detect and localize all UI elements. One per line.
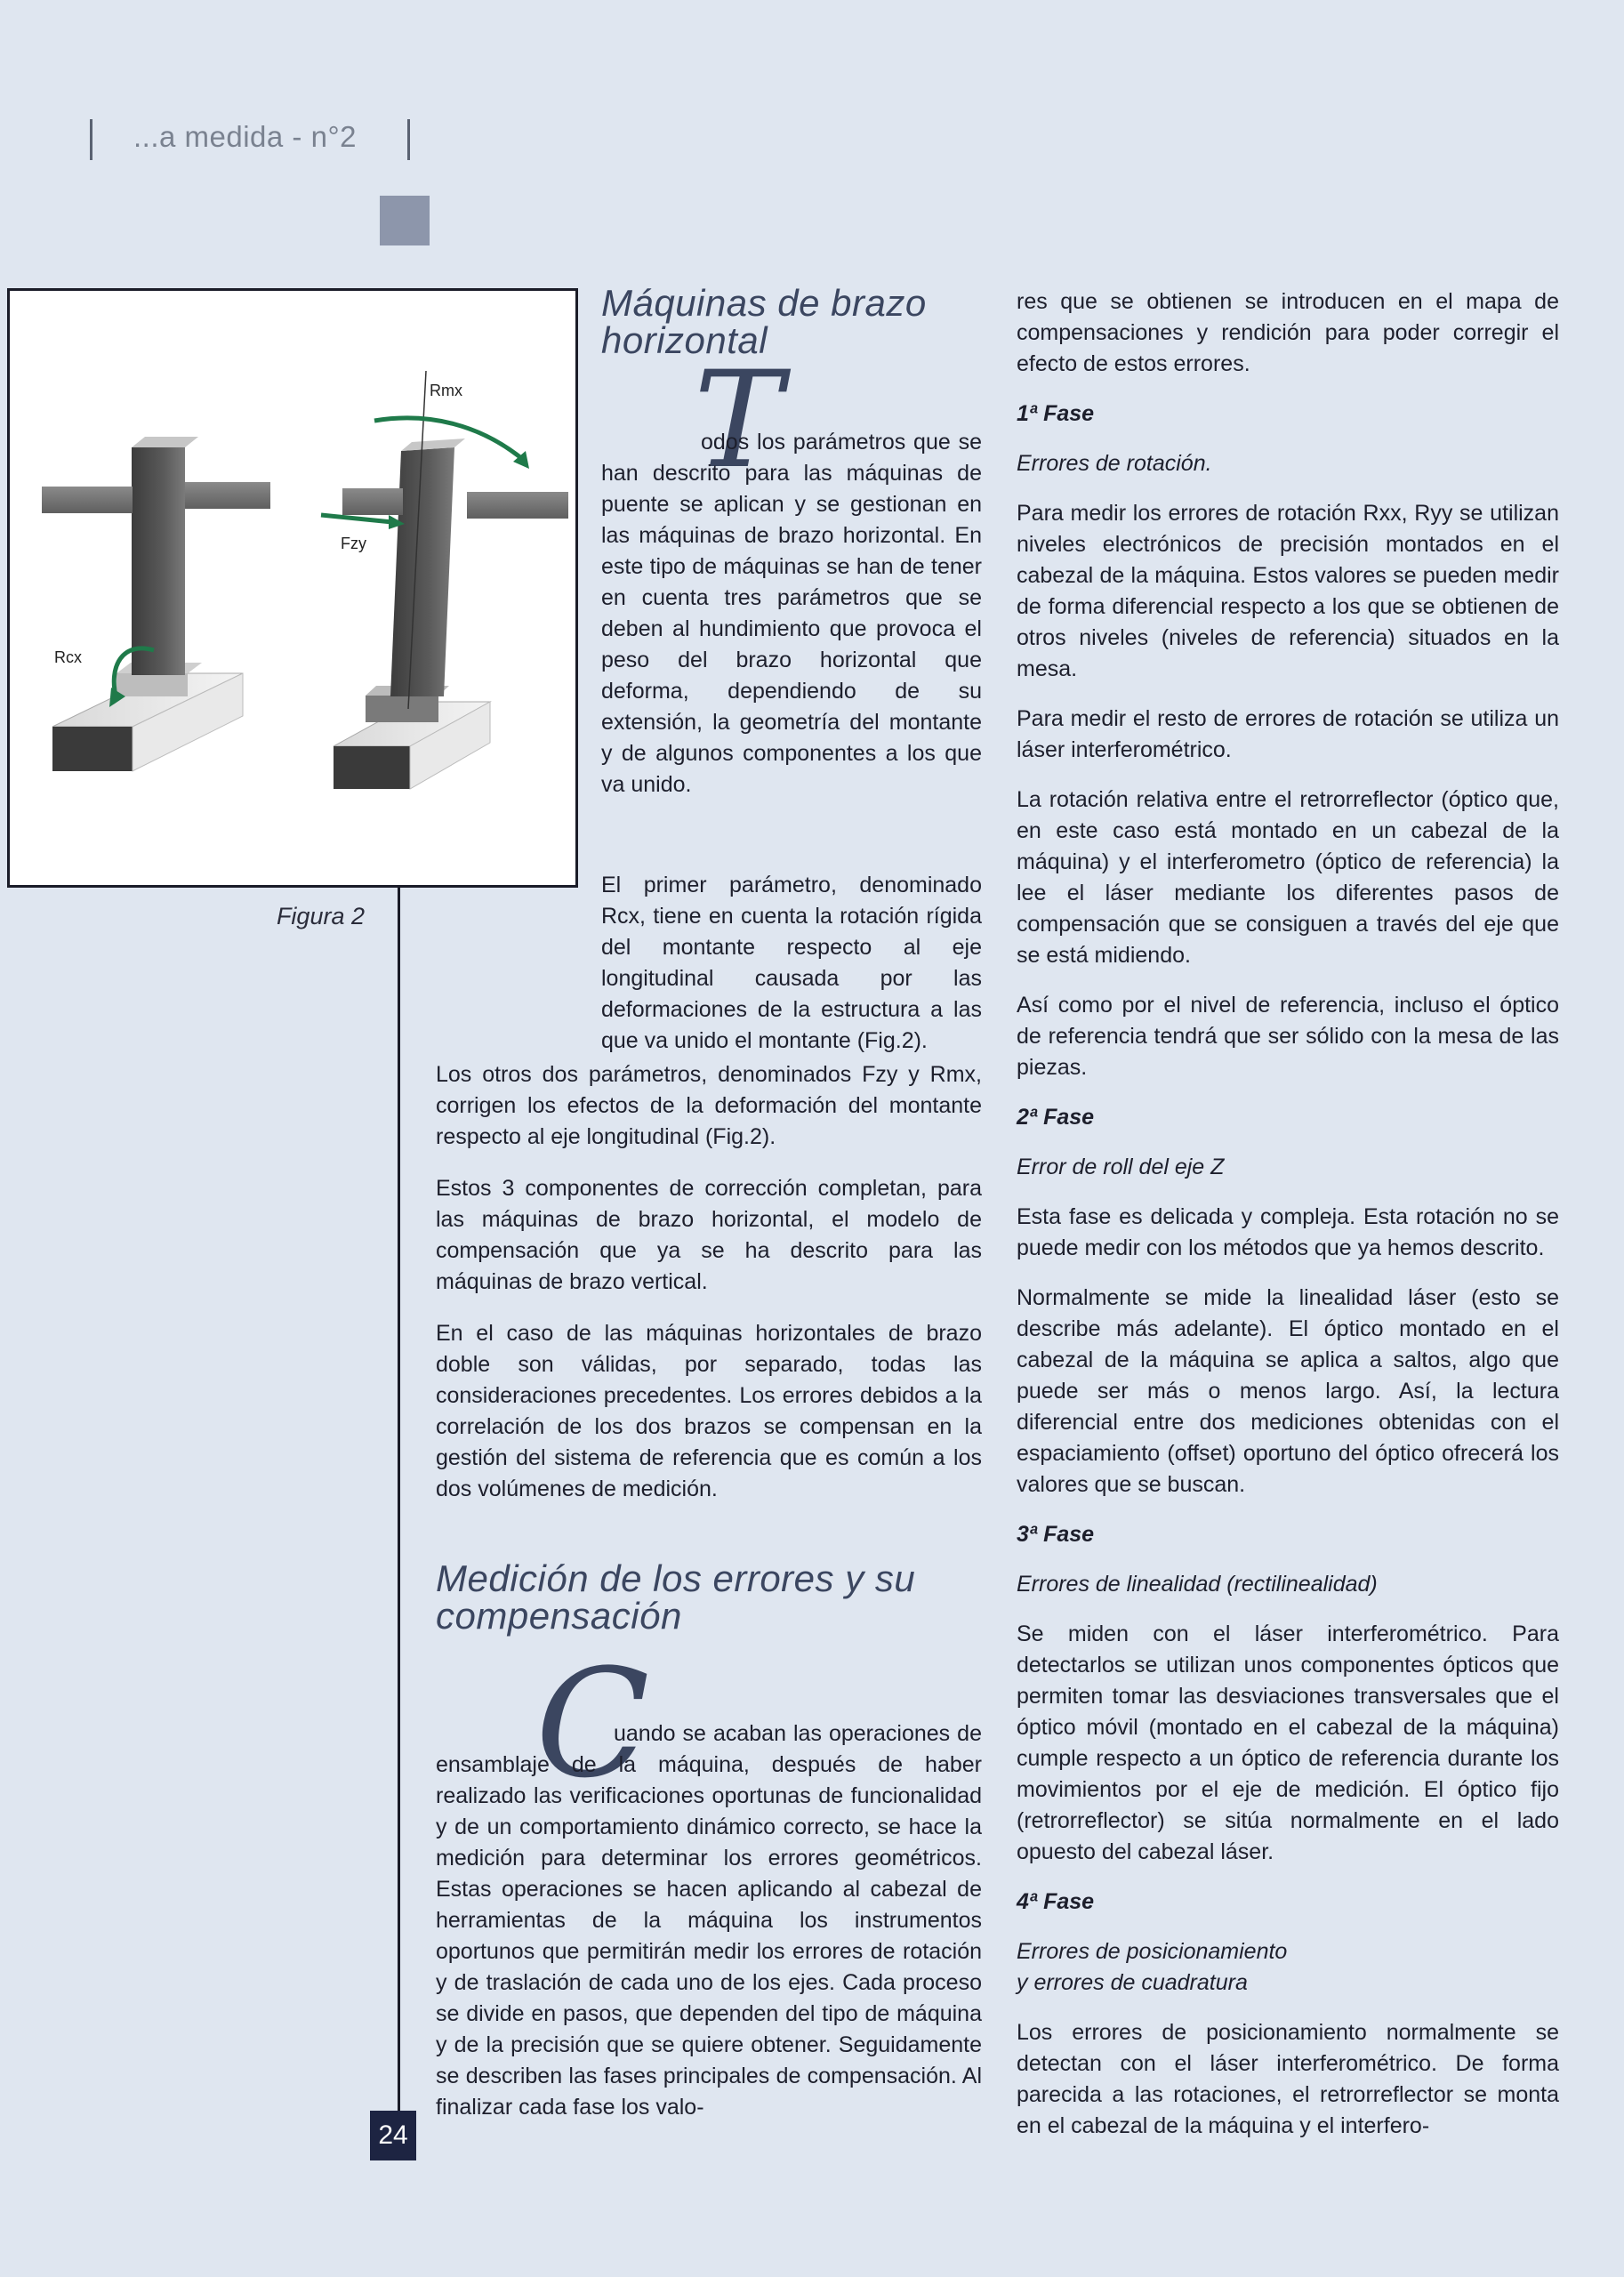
phase-2-p1: Esta fase es delicada y compleja. Esta rotación no se puede medir con los métodos que ya hemos descrito. (1017, 1204, 1559, 1260)
header-rule-left (90, 119, 92, 160)
phase-1-label: 1ª Fase (1017, 401, 1095, 426)
label-fzy: Fzy (341, 535, 366, 552)
phase-1-p2: Para medir el resto de errores de rotación se utiliza un láser interferométrico. (1017, 706, 1559, 762)
section1-p3: Estos 3 componentes de corrección completan, para las máquinas de brazo horizontal, el modelo de compensación que ya se ha descrito para las máquinas de brazo vertical. (436, 1176, 982, 1294)
section1-p1-start (601, 870, 982, 1057)
phase-1-p3: La rotación relativa entre el retrorreflector (óptico que, en este caso está montado en un cabezal de la máquina) y el interferometro (óptico de referencia) la lee el láser mediante los diferentes pasos de compensación que se consiguen a través del eje que se está midiendo. (1017, 787, 1559, 968)
section1-p2: Los otros dos parámetros, denominados Fzy y Rmx, corrigen los efectos de la deformación del montante respecto al eje longitudinal (Fig.2). (436, 1062, 982, 1149)
phase-2-label: 2ª Fase (1017, 1105, 1095, 1130)
section1-intro: odos los parámetros que se han descrito para las máquinas de puente se aplican y se gestionan en las máquinas de brazo horizontal. En este tipo de máquinas se han de tener en cuenta tres parámetros que se deben al hundimiento que provoca el peso del brazo horizontal que deforma, dependiendo de su extensión, la geometría del montante y de algunos componentes a los que va unido. (601, 430, 982, 797)
running-title: ...a medida - n°2 (133, 120, 357, 153)
phase-4-p1: Los errores de posicionamiento normalmente se detectan con el láser interferométrico. De forma parecida a las rotaciones, el retrorreflector se monta en el cabezal de la máquina y el interfero- (1017, 2020, 1559, 2138)
phase-1-p4: Así como por el nivel de referencia, incluso el óptico de referencia tendrá que ser sólido con la mesa de las piezas. (1017, 993, 1559, 1080)
fzy-arrow (321, 515, 392, 522)
right-column (1017, 286, 1559, 2160)
phase-3-subtitle: Errores de linealidad (rectilinealidad) (1017, 1572, 1378, 1597)
phase-3-label: 3ª Fase (1017, 1522, 1095, 1547)
machine-deformation-illustration (10, 291, 575, 885)
label-rmx: Rmx (430, 382, 462, 399)
page-number: 24 (370, 2111, 416, 2160)
left-machine (42, 437, 270, 771)
section-title-brazo-horizontal: Máquinas de brazo horizontal (601, 282, 927, 361)
phase-3-p1: Se miden con el láser interferométrico. Para detectarlos se utilizan unos componentes ópticos que permiten tomar las desviaciones transversales que el óptico móvil (montado en el cabezal de la máquina) cumple respecto a un óptico de referencia durante los movimientos por el eje de medición. El óptico fijo (retrorreflector) se sitúa normalmente en el lado opuesto del cabezal láser. (1017, 1621, 1559, 1864)
continuation-text: res que se obtienen se introducen en el mapa de compensaciones y rendición para poder corregir el efecto de estos errores. (1017, 289, 1559, 376)
label-rcx: Rcx (54, 648, 82, 666)
column-rule (398, 888, 400, 2160)
section1-paragraphs (436, 1059, 982, 1524)
header-rule-right (407, 119, 410, 160)
phase-2-subtitle: Error de roll del eje Z (1017, 1155, 1225, 1179)
phase-1-subtitle: Errores de rotación. (1017, 451, 1212, 476)
phase-1-p1: Para medir los errores de rotación Rxx, Ryy se utilizan niveles electrónicos de precisión montados en el cabezal de la máquina. Estos valores se pueden medir de forma diferencial respecto a los que se obtienen de otros niveles (niveles de referencia) situados en la mesa. (1017, 501, 1559, 681)
figure-caption: Figura 2 (276, 903, 365, 929)
phase-4-subtitle-line1: Errores de posicionamiento (1017, 1939, 1288, 1964)
section1-p4: En el caso de las máquinas horizontales de brazo doble son válidas, por separado, todas las consideraciones precedentes. Los errores debidos a la correlación de los dos brazos se compensan en la gestión del sistema de referencia que es común a los dos volúmenes de medición. (436, 1321, 982, 1501)
phase-2-p2: Normalmente se mide la linealidad láser (esto se describe más adelante). El óptico montado en el cabezal de la máquina se aplica a saltos, algo que puede ser más o menos largo. Así, la lectura diferencial entre dos mediciones obtenidas con el espaciamiento (offset) oportuno del óptico ofrecerá los valores que se buscan. (1017, 1285, 1559, 1497)
phase-4-subtitle-line2: y errores de cuadratura (1017, 1970, 1248, 1995)
drop-cap-c: C (535, 1637, 650, 1811)
section-title-medicion: Medición de los errores y su compensación (436, 1557, 916, 1637)
section1-p1: El primer parámetro, denominado Rcx, tiene en cuenta la rotación rígida del montante respecto al eje longitudinal causada por las deformaciones de la estructura a las que va unido el montante (Fig.2). (601, 873, 982, 1053)
phase-4-label: 4ª Fase (1017, 1889, 1095, 1914)
right-machine (334, 439, 568, 789)
figure-2 (7, 288, 578, 888)
drop-cap-t: T (694, 343, 784, 498)
section2-body: uando se acaban las operaciones de ensamblaje de la máquina, después de haber realizado las verificaciones oportunas de funcionalidad y de un comportamiento dinámico correcto, se hace la medición para determinar los errores geométricos. Estas operaciones se hacen aplicando al cabezal de herramientas de la máquina los instrumentos oportunos que permitirán medir los errores de rotación y de traslación de cada uno de los ejes. Cada proceso se divide en pasos, que dependen del tipo de máquina y de la precisión que se quiere obtener. Seguidamente se describen las fases principales de compensación. Al finalizar cada fase los valo- (436, 1721, 982, 2120)
header-square-ornament (380, 196, 430, 245)
